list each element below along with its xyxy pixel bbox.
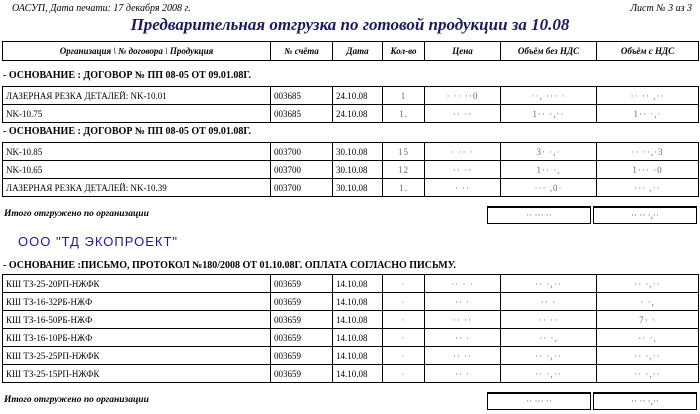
date-cell: 14.10.08 bbox=[333, 329, 383, 347]
price-cell: · ·· ··0 bbox=[425, 87, 501, 105]
col-qty: Кол-во bbox=[383, 42, 425, 61]
qty-cell: · bbox=[383, 275, 425, 293]
qty-cell: 1 bbox=[383, 87, 425, 105]
table-row bbox=[3, 347, 699, 365]
date-cell: 24.10.08 bbox=[333, 87, 383, 105]
gross-cell: ·· ·,·· bbox=[597, 365, 699, 383]
table-row bbox=[3, 105, 699, 123]
column-header-table bbox=[2, 41, 699, 61]
invoice-cell: 003659 bbox=[271, 329, 333, 347]
org-total-net: ·· ··· ·· bbox=[487, 392, 591, 410]
net-cell: ·· ·,·· bbox=[501, 275, 597, 293]
date-cell: 30.10.08 bbox=[333, 179, 383, 197]
product-cell: NK-10.75 bbox=[3, 105, 271, 123]
section-title: - ОСНОВАНИЕ : ДОГОВОР № ПП 08-05 ОТ 09.01.08Г. bbox=[3, 126, 252, 137]
product-cell: NK-10.85 bbox=[3, 143, 271, 161]
section-title: - ОСНОВАНИЕ :ПИСЬМО, ПРОТОКОЛ №180/2008 ОТ 01.10.08Г. ОПЛАТА СОГЛАСНО ПИСЬМУ. bbox=[3, 260, 456, 271]
invoice-cell: 003700 bbox=[271, 161, 333, 179]
table-row bbox=[3, 311, 699, 329]
net-cell: ··, ··· · bbox=[501, 87, 597, 105]
net-cell: ·· · bbox=[501, 293, 597, 311]
invoice-cell: 003659 bbox=[271, 293, 333, 311]
qty-cell: · bbox=[383, 311, 425, 329]
product-cell: КШ ТЗ-25-25РП-НЖФК bbox=[3, 347, 271, 365]
org-total-label: Итого отгружено по организации bbox=[4, 209, 149, 219]
organization-name: ООО "ТД ЭКОПРОЕКТ" bbox=[18, 234, 179, 249]
price-cell: ·· · bbox=[425, 293, 501, 311]
table-row bbox=[3, 365, 699, 383]
col-date: Дата bbox=[333, 42, 383, 61]
gross-cell: 7· · bbox=[597, 311, 699, 329]
org-total-net: ·· ··· ·· bbox=[487, 206, 591, 224]
gross-cell: ·· ·· ,·· bbox=[597, 87, 699, 105]
col-product: Организация \ № договора \ Продукция bbox=[3, 42, 271, 61]
invoice-cell: 003659 bbox=[271, 275, 333, 293]
date-cell: 24.10.08 bbox=[333, 105, 383, 123]
price-cell: · ·· bbox=[425, 179, 501, 197]
data-table-1 bbox=[2, 86, 699, 123]
invoice-cell: 003700 bbox=[271, 143, 333, 161]
net-cell: ·· ·, bbox=[501, 329, 597, 347]
org-total-label: Итого отгружено по организации bbox=[4, 395, 149, 405]
date-cell: 14.10.08 bbox=[333, 311, 383, 329]
product-cell: ЛАЗЕРНАЯ РЕЗКА ДЕТАЛЕЙ: NK-10.39 bbox=[3, 179, 271, 197]
qty-cell: 15 bbox=[383, 143, 425, 161]
invoice-cell: 003659 bbox=[271, 347, 333, 365]
price-cell: ·· · · bbox=[425, 275, 501, 293]
net-cell: ·· ·· bbox=[501, 311, 597, 329]
product-cell: КШ ТЗ-16-32РБ-НЖФ bbox=[3, 293, 271, 311]
date-cell: 14.10.08 bbox=[333, 275, 383, 293]
org-total-gross: ·· ·· ·,·· bbox=[593, 392, 697, 410]
date-cell: 14.10.08 bbox=[333, 347, 383, 365]
table-row bbox=[3, 87, 699, 105]
section-title: - ОСНОВАНИЕ : ДОГОВОР № ПП 08-05 ОТ 09.01.08Г. bbox=[3, 70, 252, 81]
org-total-gross: ·· ·· ·,·· bbox=[593, 206, 697, 224]
gross-cell: ·· ·,·· bbox=[597, 347, 699, 365]
product-cell: ЛАЗЕРНАЯ РЕЗКА ДЕТАЛЕЙ: NK-10.01 bbox=[3, 87, 271, 105]
gross-cell: 1··· ·0 bbox=[597, 161, 699, 179]
table-row bbox=[3, 161, 699, 179]
date-cell: 14.10.08 bbox=[333, 365, 383, 383]
table-row bbox=[3, 329, 699, 347]
net-cell: 3· ·,· bbox=[501, 143, 597, 161]
price-cell: ·· ·· bbox=[425, 105, 501, 123]
product-cell: КШ ТЗ-25-20РП-НЖФК bbox=[3, 275, 271, 293]
date-cell: 14.10.08 bbox=[333, 293, 383, 311]
product-cell: NK-10.65 bbox=[3, 161, 271, 179]
table-row bbox=[3, 275, 699, 293]
data-table-2 bbox=[2, 142, 699, 197]
invoice-cell: 003685 bbox=[271, 87, 333, 105]
invoice-cell: 003659 bbox=[271, 311, 333, 329]
data-table-3 bbox=[2, 274, 699, 383]
qty-cell: · bbox=[383, 293, 425, 311]
table-row bbox=[3, 179, 699, 197]
qty-cell: 12 bbox=[383, 161, 425, 179]
net-cell: ··· ,0· bbox=[501, 179, 597, 197]
price-cell: ·· ·· bbox=[425, 161, 501, 179]
page-number: Лист № 3 из 3 bbox=[630, 3, 692, 14]
price-cell: ·· ·· bbox=[425, 311, 501, 329]
report-title: Предварительная отгрузка по готовой продукции за 10.08 bbox=[130, 15, 570, 34]
invoice-cell: 003700 bbox=[271, 179, 333, 197]
price-cell: · ·· · bbox=[425, 143, 501, 161]
date-cell: 30.10.08 bbox=[333, 143, 383, 161]
gross-cell: ·· ··,·3 bbox=[597, 143, 699, 161]
invoice-cell: 003659 bbox=[271, 365, 333, 383]
product-cell: КШ ТЗ-16-50РБ-НЖФ bbox=[3, 311, 271, 329]
price-cell: ·· · bbox=[425, 365, 501, 383]
print-date: ОАСУП, Дата печати: 17 декабря 2008 г. bbox=[12, 3, 191, 14]
date-cell: 30.10.08 bbox=[333, 161, 383, 179]
product-cell: КШ ТЗ-16-10РБ-НЖФ bbox=[3, 329, 271, 347]
net-cell: ·· ·,·· bbox=[501, 347, 597, 365]
qty-cell: 1. bbox=[383, 179, 425, 197]
table-row bbox=[3, 143, 699, 161]
invoice-cell: 003685 bbox=[271, 105, 333, 123]
table-row bbox=[3, 293, 699, 311]
gross-cell: ··· ,·· bbox=[597, 179, 699, 197]
gross-cell: ·· ·,·· bbox=[597, 275, 699, 293]
col-invoice: № счёта bbox=[271, 42, 333, 61]
col-price: Цена bbox=[425, 42, 501, 61]
net-cell: 1·· ·,·· bbox=[501, 105, 597, 123]
gross-cell: ·· ·, bbox=[597, 329, 699, 347]
price-cell: ·· ·· bbox=[425, 347, 501, 365]
qty-cell: 1. bbox=[383, 105, 425, 123]
qty-cell: · bbox=[383, 329, 425, 347]
qty-cell: · bbox=[383, 347, 425, 365]
col-gross: Объём с НДС bbox=[597, 42, 699, 61]
gross-cell: 1·· ·,· bbox=[597, 105, 699, 123]
net-cell: ·· ·,·· bbox=[501, 365, 597, 383]
gross-cell: · ·, bbox=[597, 293, 699, 311]
net-cell: 1·· ·, bbox=[501, 161, 597, 179]
qty-cell: · bbox=[383, 365, 425, 383]
col-net: Объём без НДС bbox=[501, 42, 597, 61]
price-cell: ·· · bbox=[425, 329, 501, 347]
product-cell: КШ ТЗ-25-15РП-НЖФК bbox=[3, 365, 271, 383]
